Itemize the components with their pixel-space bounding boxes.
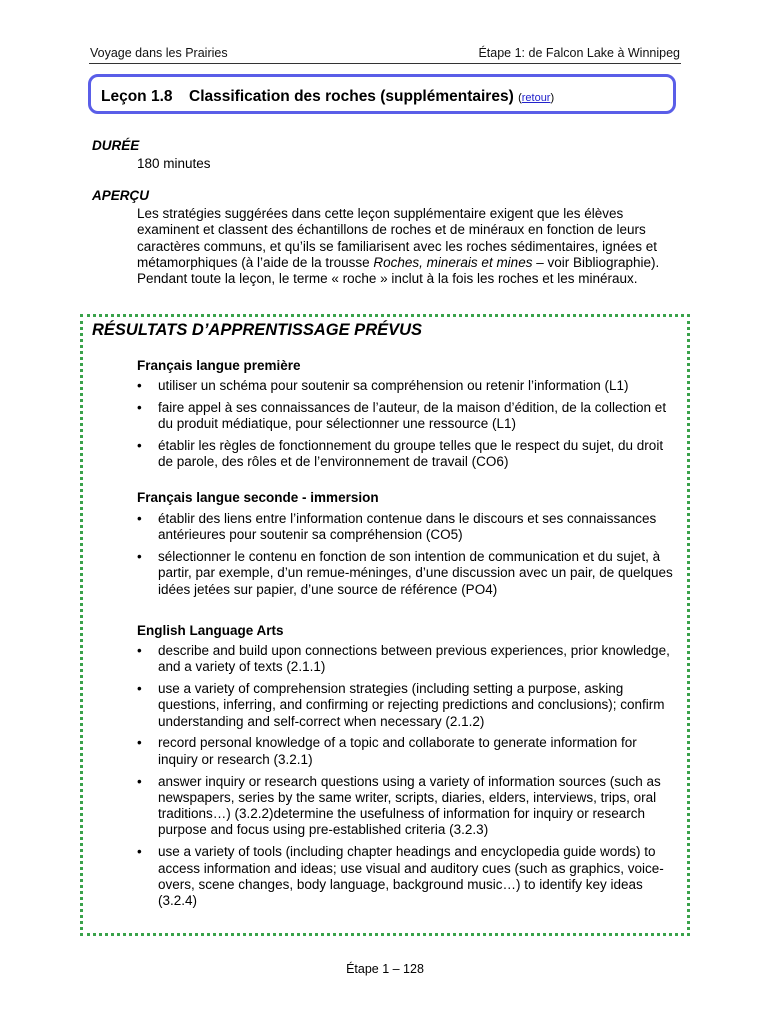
header-stage-title: Étape 1: de Falcon Lake à Winnipeg <box>478 46 680 60</box>
apercu-kit-title: Roches, minerais et mines <box>373 254 533 270</box>
list-item: • record personal knowledge of a topic and collaborate to generate information for inquiry or research (3.2.1) <box>137 735 679 768</box>
duree-value: 180 minutes <box>137 156 211 171</box>
apercu-text-part1: Les stratégies suggérées dans cette leçon supplémentaire exigent que les élèves examinent et classent des échantillons de roches et de minéraux en fonction de leurs caractères communs, et qu’ils se familiarisent avec les roches sédimentaires, ignées et métamorphiques (à l’aide de la trousse <box>137 206 657 270</box>
group-heading-francais-seconde: Français langue seconde - immersion <box>137 490 379 505</box>
results-title: RÉSULTATS D’APPRENTISSAGE PRÉVUS <box>92 321 423 339</box>
header-divider <box>89 63 681 64</box>
list-item: • sélectionner le contenu en fonction de son intention de communication et du sujet, à partir, par exemple, d’un remue-méninges, d’une discussion avec un pair, de quelques idées jetées sur papier, d’une source de référence (PO4) <box>137 549 679 598</box>
apercu-text-part2: – voir Bibliographie). Pendant toute la leçon, le terme « roche » inclut à la fois les roches et les minéraux. <box>137 254 660 287</box>
page-header <box>90 46 680 62</box>
list-item: • describe and build upon connections between previous experiences, prior knowledge, and a variety of texts (2.1.1) <box>137 643 679 676</box>
list-francais-premiere <box>137 378 679 476</box>
lesson-title-box <box>88 74 676 114</box>
retour-paren-open: ( <box>518 92 522 104</box>
retour-paren-close: ) <box>550 92 555 104</box>
apercu-paragraph <box>137 206 677 287</box>
list-item: • use a variety of tools (including chapter headings and encyclopedia guide words) to access information and ideas; use visual and auditory cues (such as graphics, voice-overs, scene changes, body language, background music…) to identify key ideas (3.2.4) <box>137 844 679 909</box>
page-number: Étape 1 – 128 <box>346 962 424 976</box>
list-item: • utiliser un schéma pour soutenir sa compréhension ou retenir l’information (L1) <box>137 378 679 394</box>
list-english <box>137 643 679 915</box>
lesson-title <box>189 88 554 106</box>
group-heading-english: English Language Arts <box>137 623 284 638</box>
list-item: • établir les règles de fonctionnement du groupe telles que le respect du sujet, du droit de parole, des rôles et de l’environnement de travail (CO6) <box>137 438 679 471</box>
list-item: • établir des liens entre l’information contenue dans le discours et ses connaissances antérieures pour soutenir sa compréhension (CO5) <box>137 511 679 544</box>
apercu-label: APERÇU <box>92 188 150 203</box>
list-item: • answer inquiry or research questions using a variety of information sources (such as newspapers, series by the same writer, scripts, diaries, elders, interviews, trips, oral traditions…) (3.2.2)determine the usefulness of information for inquiry or research purpose and focus using pre-established criteria (3.2.3) <box>137 774 679 839</box>
header-document-title: Voyage dans les Prairies <box>90 46 228 60</box>
list-item: • use a variety of comprehension strategies (including setting a purpose, asking questions, inferring, and confirming or rejecting predictions and conclusions); confirm understanding and self-correct when necessary (2.1.2) <box>137 681 679 730</box>
lesson-number: Leçon 1.8 <box>101 88 173 105</box>
retour-link-wrapper <box>518 92 554 104</box>
group-heading-francais-premiere: Français langue première <box>137 358 301 373</box>
retour-link[interactable]: retour <box>521 92 551 104</box>
list-francais-seconde <box>137 511 679 603</box>
duree-label: DURÉE <box>92 138 140 153</box>
list-item: • faire appel à ses connaissances de l’auteur, de la maison d’édition, de la collection et du produit médiatique, pour sélectionner une ressource (L1) <box>137 400 679 433</box>
lesson-title-text: Classification des roches (supplémentaires) <box>189 88 514 105</box>
